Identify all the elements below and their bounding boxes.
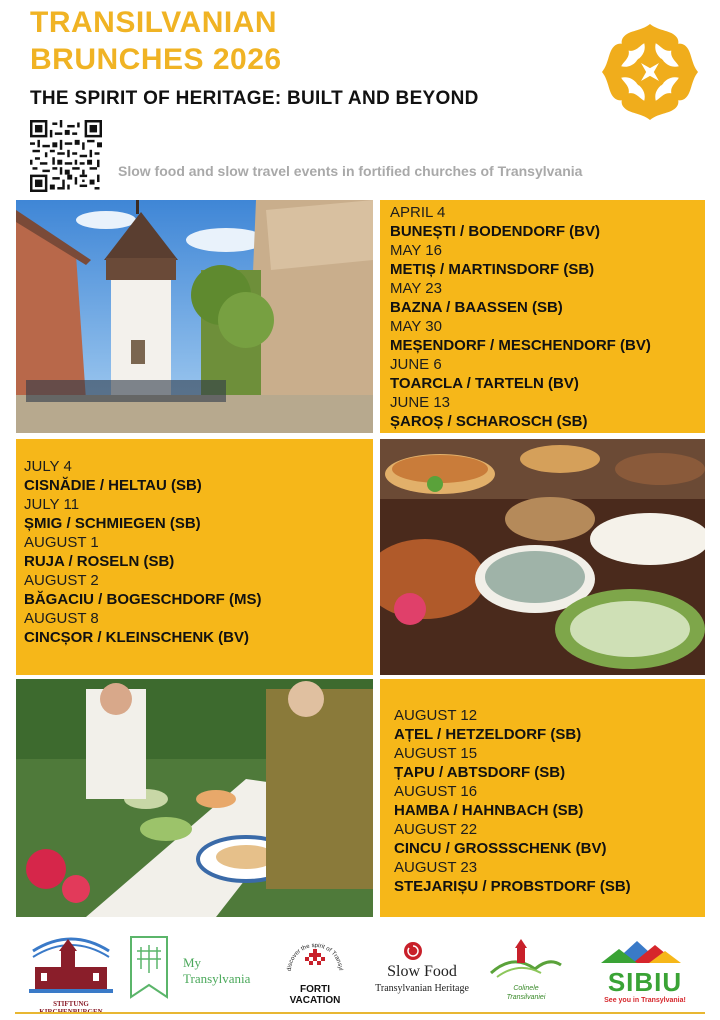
event-list-2	[24, 457, 262, 647]
logo-stiftung-kirchenburgen[interactable]	[29, 933, 113, 1013]
event-date: MAY 16	[390, 242, 442, 259]
transylvania-label: Transylvania	[183, 971, 251, 986]
photo-people-brunch	[16, 679, 373, 917]
event-date: AUGUST 12	[394, 707, 478, 724]
food-illustration	[380, 439, 705, 675]
title-line-1: TRANSILVANIAN	[30, 6, 278, 39]
slowfood-label: Slow Food	[387, 963, 457, 980]
event-date: AUGUST 22	[394, 821, 478, 838]
event-place: ȘAROȘ / SCHAROSCH (SB)	[390, 413, 588, 430]
fortified-church-icon	[29, 933, 113, 995]
colinele-label: Colinele	[513, 985, 539, 992]
footer-rule	[15, 1012, 705, 1014]
event-place: TOARCLA / TARTELN (BV)	[390, 375, 579, 392]
event-place: MEȘENDORF / MESCHENDORF (BV)	[390, 337, 651, 354]
sibiu-roof-icon	[593, 937, 697, 963]
logo-slow-food[interactable]	[359, 939, 485, 1009]
event-place: RUJA / ROSELN (SB)	[24, 553, 175, 570]
event-date: JUNE 6	[390, 356, 442, 373]
stiftung-label: STIFTUNG	[53, 1000, 89, 1008]
photo-fortified-church	[16, 200, 373, 433]
heritage-emblem-icon	[602, 24, 698, 120]
logo-forti-vacation[interactable]	[285, 935, 345, 1015]
logo-sibiu[interactable]	[593, 937, 697, 1011]
event-date: MAY 23	[390, 280, 442, 297]
event-list-3	[394, 706, 631, 896]
event-place: CINCȘOR / KLEINSCHENK (BV)	[24, 629, 250, 646]
title-line-2: BRUNCHES 2026	[30, 43, 282, 76]
event-date: JUNE 13	[390, 394, 451, 411]
forti-label: FORTI	[300, 984, 330, 995]
schedule-block-1	[380, 200, 705, 433]
event-place: ȚAPU / ABTSDORF (SB)	[394, 764, 566, 781]
event-date: JULY 4	[24, 458, 72, 475]
event-date: AUGUST 15	[394, 745, 478, 762]
event-date: AUGUST 1	[24, 534, 99, 551]
people-illustration	[16, 679, 373, 917]
event-place: STEJARIȘU / PROBSTDORF (SB)	[394, 878, 631, 895]
banner-ribbon-icon	[129, 935, 169, 999]
event-place: AȚEL / HETZELDORF (SB)	[394, 726, 582, 743]
event-date: AUGUST 2	[24, 572, 99, 589]
partner-logos	[15, 925, 705, 1015]
forti-arc-text: discover the spirit of Transyl	[286, 942, 344, 972]
event-place: METIȘ / MARTINSDORF (SB)	[390, 261, 595, 278]
subtitle: THE SPIRIT OF HERITAGE: BUILT AND BEYOND	[30, 88, 479, 109]
slowfood-sub-label: Transylvanian Heritage	[375, 983, 469, 994]
church-illustration	[16, 200, 373, 433]
hills-church-icon	[489, 939, 563, 979]
event-place: BUNEȘTI / BODENDORF (BV)	[390, 223, 600, 240]
event-place: HAMBA / HAHNBACH (SB)	[394, 802, 584, 819]
photo-brunch-food	[380, 439, 705, 675]
event-place: BĂGACIU / BOGESCHDORF (MS)	[24, 591, 262, 608]
event-date: AUGUST 8	[24, 610, 99, 627]
sibiu-tagline: See you in Transylvania!	[604, 997, 686, 1004]
event-date: AUGUST 16	[394, 783, 478, 800]
event-place: CISNĂDIE / HELTAU (SB)	[24, 477, 202, 494]
forti-emblem-icon	[285, 935, 345, 979]
tagline: Slow food and slow travel events in fortified churches of Transylvania	[118, 163, 583, 179]
snail-icon	[401, 939, 425, 961]
sibiu-label: SIBIU	[607, 967, 683, 997]
transilvaniei-label: Transilvaniei	[506, 994, 546, 1001]
qr-code[interactable]	[30, 120, 102, 192]
event-date: APRIL 4	[390, 204, 446, 221]
schedule-block-2	[16, 439, 373, 675]
vacation-label: VACATION	[289, 995, 341, 1006]
event-date: JULY 11	[24, 496, 80, 513]
schedule-block-3	[380, 679, 705, 917]
my-label: My	[183, 955, 202, 970]
event-place: CINCU / GROSSSCHENK (BV)	[394, 840, 607, 857]
event-list-1	[390, 203, 651, 431]
logo-colinele-transilvaniei[interactable]	[489, 939, 563, 1003]
event-place: ȘMIG / SCHMIEGEN (SB)	[24, 515, 201, 532]
event-date: AUGUST 23	[394, 859, 478, 876]
event-place: BAZNA / BAASSEN (SB)	[390, 299, 563, 316]
event-date: MAY 30	[390, 318, 442, 335]
logo-my-transylvania[interactable]	[129, 935, 269, 1005]
